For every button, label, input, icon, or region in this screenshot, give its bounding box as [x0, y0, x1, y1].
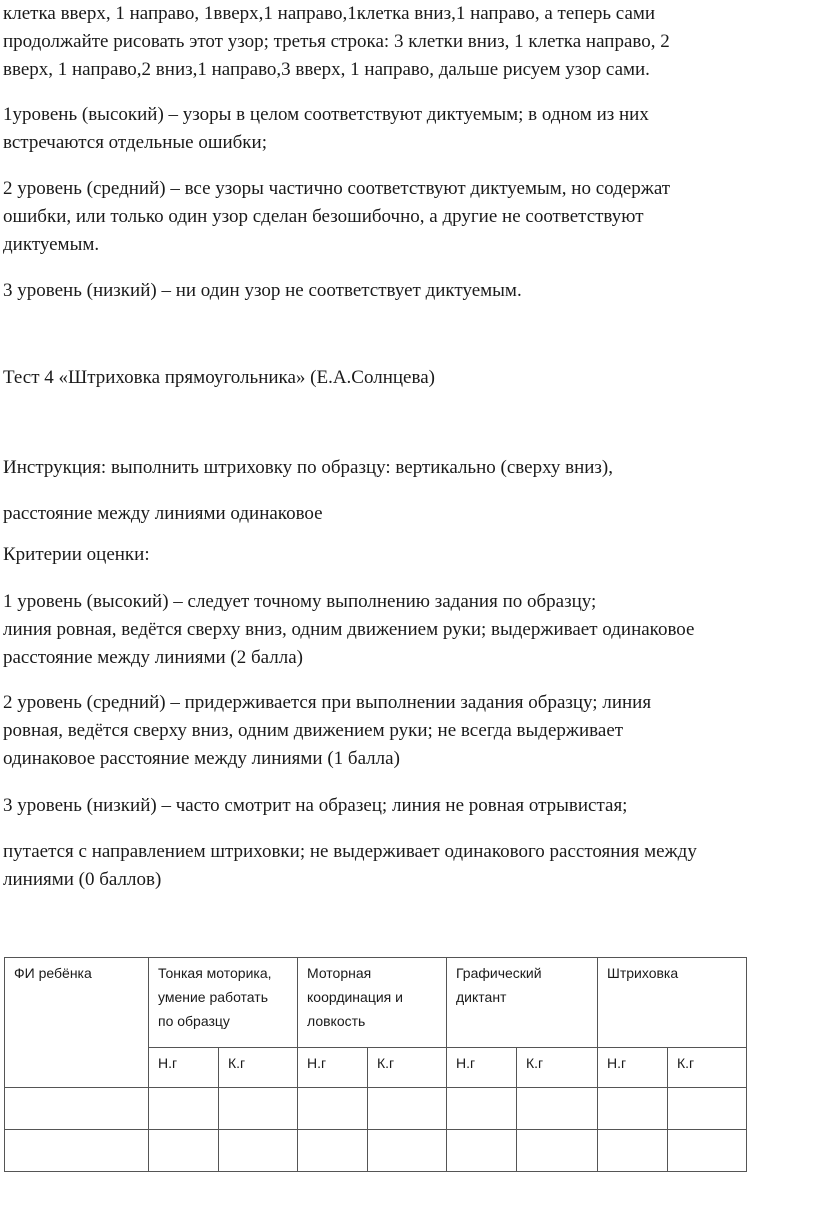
header-label: диктант	[456, 989, 507, 1005]
text-line: одинаковое расстояние между линиями (1 балла)	[3, 748, 400, 769]
header-label: Штриховка	[607, 965, 679, 981]
subheader-cell: Н.г	[447, 1048, 517, 1088]
subheader-cell: Н.г	[598, 1048, 668, 1088]
header-label: Моторная	[307, 965, 372, 981]
subheader-cell: К.г	[668, 1048, 747, 1088]
text-line: диктуемым.	[3, 234, 100, 255]
text-line: 1уровень (высокий) – узоры в целом соответствуют диктуемым; в одном из них	[3, 104, 649, 125]
table-cell[interactable]	[517, 1088, 598, 1130]
criteria-level-1	[3, 588, 813, 672]
table-cell[interactable]	[598, 1130, 668, 1172]
table-row	[5, 1088, 747, 1130]
header-graphic-dictation	[447, 958, 598, 1048]
header-label: координация и	[307, 989, 403, 1005]
table-cell[interactable]	[368, 1088, 447, 1130]
assessment-table	[4, 957, 747, 1172]
test-title	[3, 364, 813, 392]
table-cell[interactable]	[149, 1130, 219, 1172]
table-cell[interactable]	[298, 1130, 368, 1172]
header-label: ФИ ребёнка	[14, 965, 92, 981]
criteria-heading	[3, 541, 813, 569]
subheader-cell: К.г	[368, 1048, 447, 1088]
text-line: продолжайте рисовать этот узор; третья строка: 3 клетки вниз, 1 клетка направо, 2	[3, 31, 670, 52]
table-cell[interactable]	[219, 1088, 298, 1130]
text-line: Критерии оценки:	[3, 544, 150, 565]
text-line: линиями (0 баллов)	[3, 869, 162, 890]
table-row	[5, 1130, 747, 1172]
subheader-cell: К.г	[517, 1048, 598, 1088]
table-cell[interactable]	[368, 1130, 447, 1172]
text-line: ровная, ведётся сверху вниз, одним движением руки; не всегда выдерживает	[3, 720, 624, 741]
subheader-cell: Н.г	[149, 1048, 219, 1088]
table-cell[interactable]	[598, 1088, 668, 1130]
text-line: расстояние между линиями (2 балла)	[3, 647, 303, 668]
criteria-level-2	[3, 689, 813, 773]
table-header-row	[5, 958, 747, 1048]
text-line: 3 уровень (низкий) – ни один узор не соответствует диктуемым.	[3, 280, 522, 301]
table-cell[interactable]	[517, 1130, 598, 1172]
header-label: Графический	[456, 965, 542, 981]
pattern-level-2-paragraph	[3, 175, 813, 259]
criteria-level-3	[3, 792, 813, 820]
criteria-level-3-continuation	[3, 838, 813, 894]
text-line: вверх, 1 направо,2 вниз,1 направо,3 вверх, 1 направо, дальше рисуем узор сами.	[3, 59, 650, 80]
table-cell[interactable]	[5, 1088, 149, 1130]
pattern-level-3-paragraph	[3, 277, 813, 305]
text-line: клетка вверх, 1 направо, 1вверх,1 направо,1клетка вниз,1 направо, а теперь сами	[3, 3, 656, 24]
text-line: 2 уровень (средний) – все узоры частично соответствуют диктуемым, но содержат	[3, 178, 671, 199]
header-label: умение работать	[158, 989, 268, 1005]
text-line: Инструкция: выполнить штриховку по образцу: вертикально (сверху вниз),	[3, 457, 613, 478]
table-cell[interactable]	[149, 1088, 219, 1130]
header-child-name	[5, 958, 149, 1088]
text-line: 2 уровень (средний) – придерживается при выполнении задания образцу; линия	[3, 692, 652, 713]
text-line: путается с направлением штриховки; не выдерживает одинакового расстояния между	[3, 841, 697, 862]
intro-paragraph	[3, 0, 813, 84]
table-cell[interactable]	[219, 1130, 298, 1172]
header-fine-motor	[149, 958, 298, 1048]
instruction-continuation	[3, 500, 813, 528]
header-label: по образцу	[158, 1013, 230, 1029]
text-line: 3 уровень (низкий) – часто смотрит на образец; линия не ровная отрывистая;	[3, 795, 628, 816]
table-cell[interactable]	[5, 1130, 149, 1172]
instruction-paragraph	[3, 454, 813, 482]
pattern-level-1-paragraph	[3, 101, 813, 157]
table-cell[interactable]	[447, 1088, 517, 1130]
subheader-cell: К.г	[219, 1048, 298, 1088]
header-hatching	[598, 958, 747, 1048]
table-cell[interactable]	[668, 1088, 747, 1130]
text-line: линия ровная, ведётся сверху вниз, одним движением руки; выдерживает одинаковое	[3, 619, 695, 640]
text-line: встречаются отдельные ошибки;	[3, 132, 267, 153]
text-line: расстояние между линиями одинаковое	[3, 503, 323, 524]
text-line: ошибки, или только один узор сделан безошибочно, а другие не соответствуют	[3, 206, 644, 227]
subheader-cell: Н.г	[298, 1048, 368, 1088]
table-cell[interactable]	[668, 1130, 747, 1172]
text-line: 1 уровень (высокий) – следует точному выполнению задания по образцу;	[3, 591, 597, 612]
header-motor-coordination	[298, 958, 447, 1048]
table-cell[interactable]	[298, 1088, 368, 1130]
header-label: Тонкая моторика,	[158, 965, 272, 981]
header-label: ловкость	[307, 1013, 366, 1029]
table-cell[interactable]	[447, 1130, 517, 1172]
text-line: Тест 4 «Штриховка прямоугольника» (Е.А.Солнцева)	[3, 367, 435, 388]
